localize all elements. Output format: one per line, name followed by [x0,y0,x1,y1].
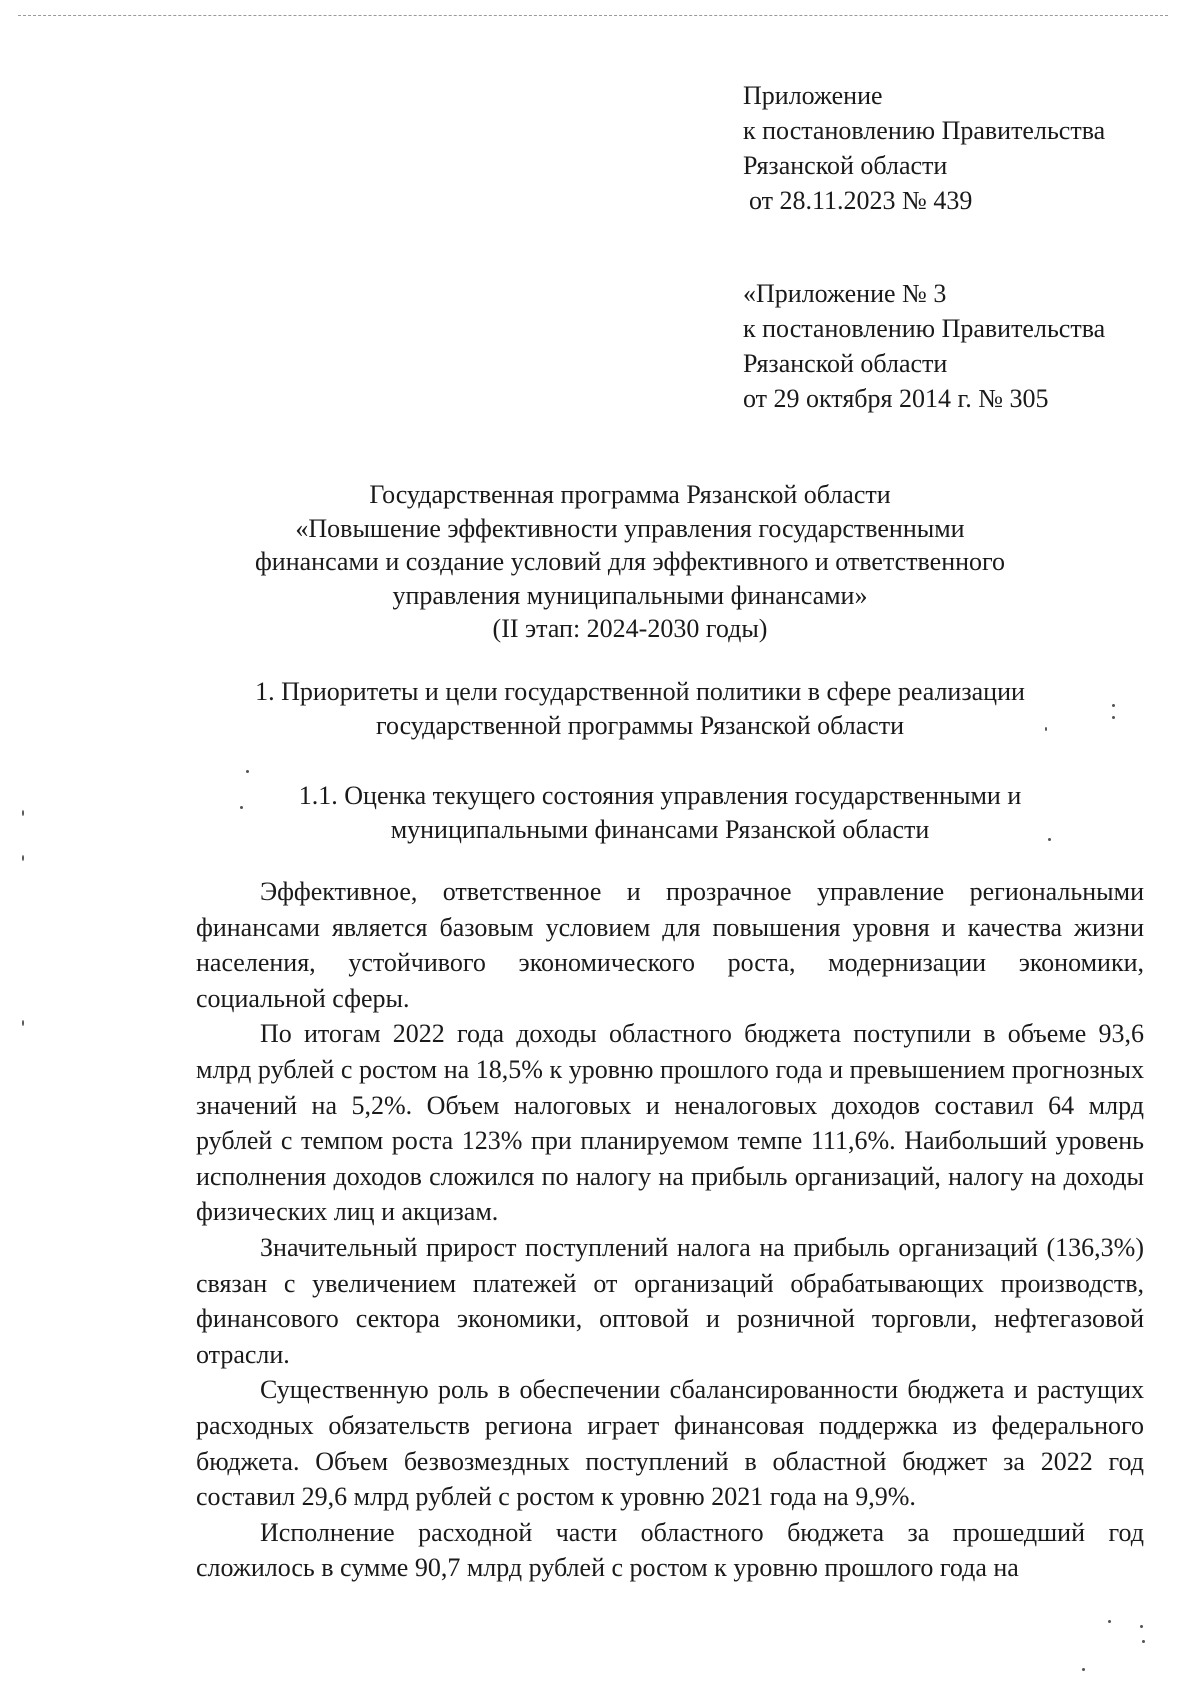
appendix-original-line-1: «Приложение № 3 [743,279,947,308]
appendix-original-line-3: Рязанской области [743,349,948,378]
paragraph-4: Существенную роль в обеспечении сбалансированности бюджета и растущих расходных обязательств региона играет финансовая поддержка из федерального бюджета. Объем безвозмездных поступлений в областной бюджет за 2022 год составил 29,6 млрд рублей с ростом к уровню 2021 года на 9,9%. [196,1375,1144,1512]
scan-speck [1048,838,1051,841]
appendix-current-block [743,78,1105,218]
program-title-line-5: (II этап: 2024-2030 годы) [492,614,768,643]
section-1-1-heading-line-2: муниципальными финансами Рязанской области [390,815,930,844]
appendix-current-line-2: к постановлению Правительства [743,116,1106,145]
section-1-1-heading-line-1: 1.1. Оценка текущего состояния управления государственными и [298,781,1022,810]
body-text [196,874,1144,1586]
scan-speck [1108,1620,1111,1623]
scan-speck [1112,704,1115,707]
program-title-line-2: «Повышение эффективности управления государственными [295,513,965,543]
paragraph-2: По итогам 2022 года доходы областного бюджета поступили в объеме 93,6 млрд рублей с ростом на 18,5% к уровню прошлого года и превышением прогнозных значений на 5,2%. Объем налоговых и неналоговых доходов составил 64 млрд рублей с темпом роста 123% при планируемом темпе 111,6%. Наибольший уровень исполнения доходов сложился по налогу на прибыль организаций, налогу на доходы физических лиц и акцизам. [196,1019,1144,1227]
section-1-heading-line-2: государственной программы Рязанской области [375,711,905,740]
program-title-line-3: финансами и создание условий для эффективного и ответственного [254,547,1006,576]
appendix-current-date: от 28.11.2023 № 439 [749,186,973,215]
appendix-original-block [743,276,1105,416]
scan-speck [22,855,24,861]
scan-speck [1142,1640,1145,1643]
section-1-1-heading [220,779,1100,847]
scan-speck [1112,716,1115,719]
paragraph-1: Эффективное, ответственное и прозрачное управление региональными финансами является базовым условием для повышения уровня и качества жизни населения, устойчивого экономического роста, модернизации экономики, социальной сферы. [196,877,1144,1013]
section-1-heading-line-1: 1. Приоритеты и цели государственной политики в сфере реализации [255,677,1025,706]
program-title-line-4: управления муниципальными финансами» [392,580,868,610]
scan-speck [22,810,24,816]
scan-top-edge [18,15,1168,16]
scan-speck [1140,1625,1143,1628]
scan-speck [22,1020,24,1026]
scan-speck [246,770,249,773]
program-title-line-1: Государственная программа Рязанской области [369,480,891,509]
appendix-current-line-1: Приложение [743,81,883,110]
appendix-original-line-2: к постановлению Правительства [743,314,1106,343]
appendix-original-date: от 29 октября 2014 г. № 305 [743,384,1049,413]
section-1-heading [200,675,1080,743]
appendix-current-line-3: Рязанской области [743,151,948,180]
scan-speck [1082,1668,1085,1671]
paragraph-5: Исполнение расходной части областного бюджета за прошедший год сложилось в сумме 90,7 млрд рублей с ростом к уровню прошлого года на [196,1517,1144,1583]
paragraph-3: Значительный прирост поступлений налога на прибыль организаций (136,3%) связан с увеличением платежей от организаций обрабатывающих производств, финансового сектора экономики, оптовой и розничной торговли, нефтегазовой отрасли. [196,1232,1144,1369]
scan-speck [1045,727,1047,731]
scan-speck [240,806,243,809]
program-title [190,478,1070,646]
